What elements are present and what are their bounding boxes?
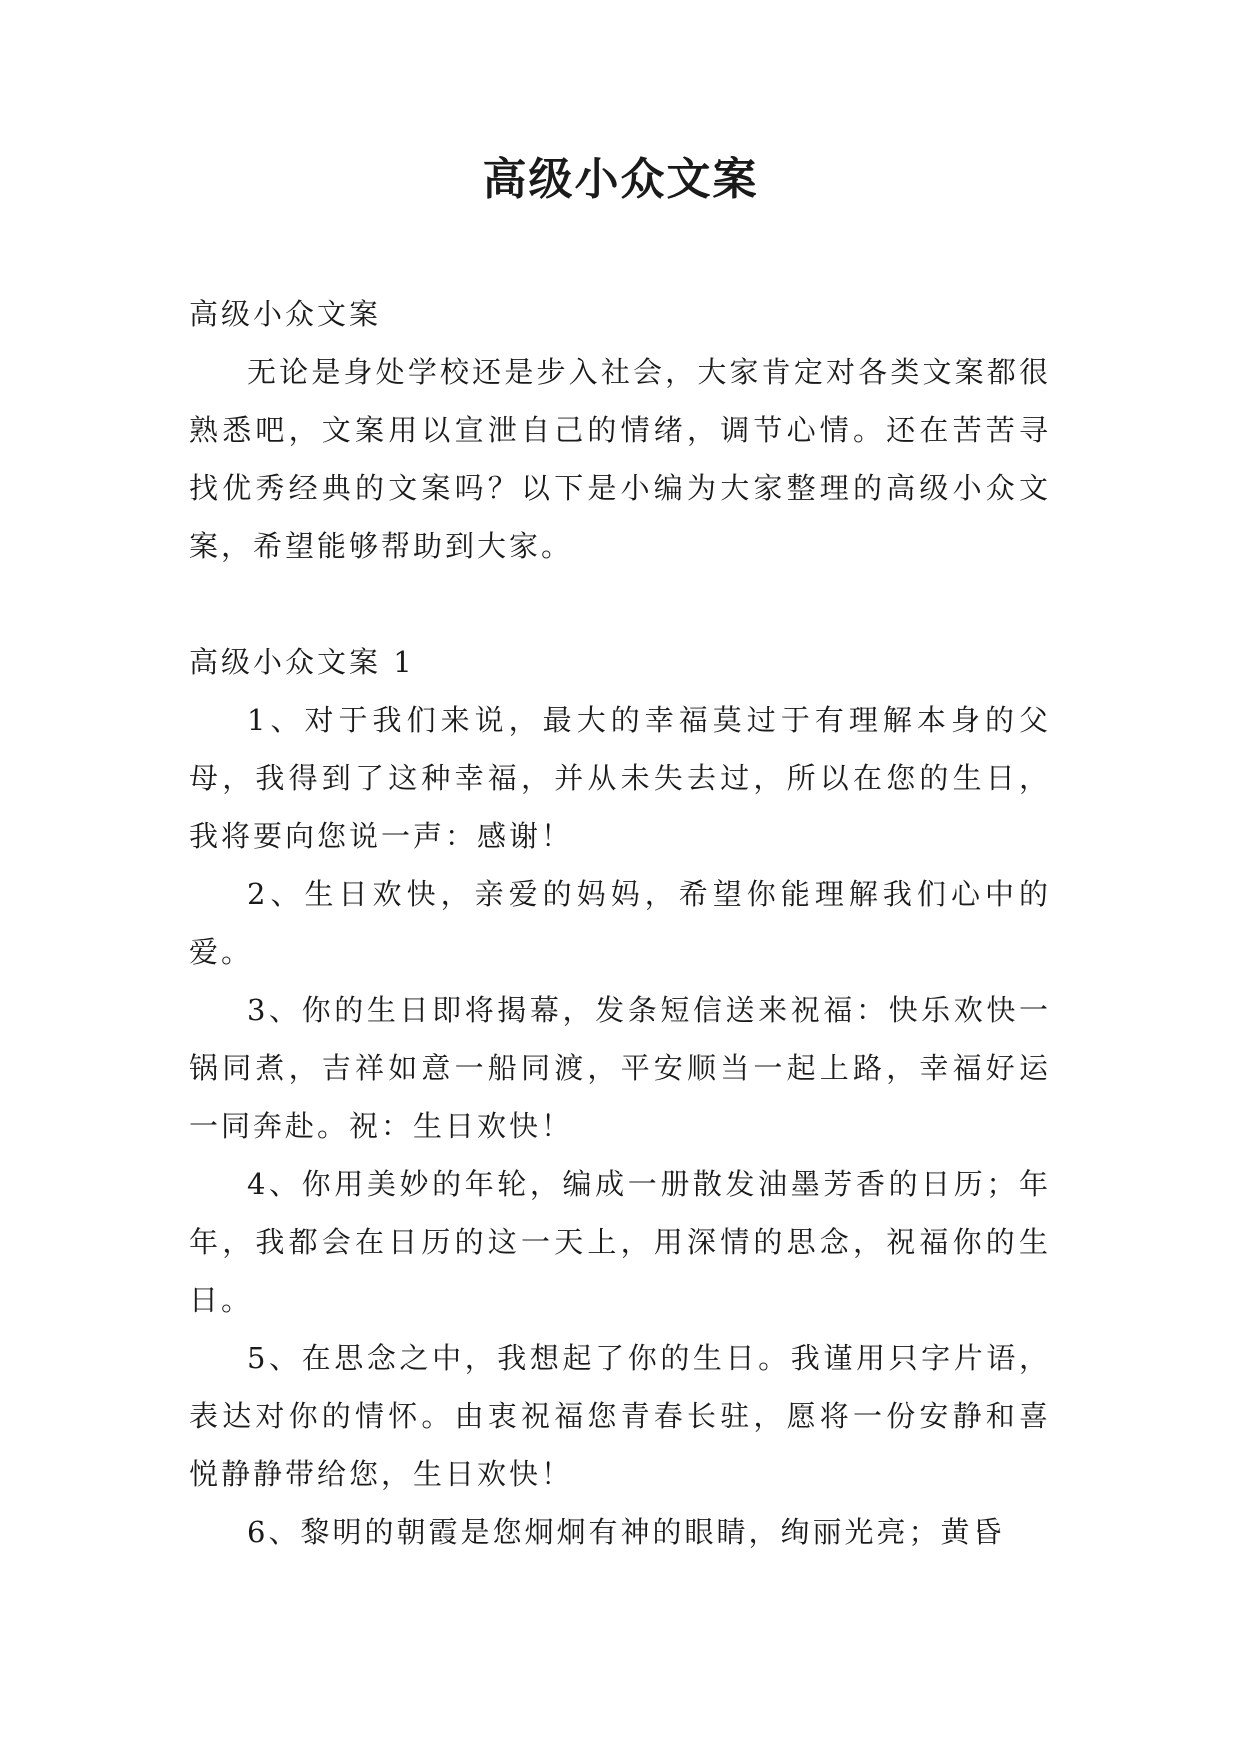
section-heading: 高级小众文案 1 — [189, 645, 415, 679]
list-item: 5、在思念之中，我想起了你的生日。我谨用只字片语，表达对你的情怀。由衷祝福您青春长驻，愿将一份安静和喜悦静静带给您，生日欢快！ — [189, 1341, 1051, 1491]
list-item: 4、你用美妙的年轮，编成一册散发油墨芳香的日历；年年，我都会在日历的这一天上，用深情的思念，祝福你的生日。 — [189, 1167, 1051, 1317]
list-item: 1、对于我们来说，最大的幸福莫过于有理解本身的父母，我得到了这种幸福，并从未失去过，所以在您的生日，我将要向您说一声：感谢！ — [189, 703, 1051, 853]
document-title: 高级小众文案 — [482, 154, 759, 205]
section-spacer — [189, 575, 1051, 633]
list-item: 2、生日欢快，亲爱的妈妈，希望你能理解我们心中的爱。 — [189, 877, 1051, 969]
list-item: 3、你的生日即将揭幕，发条短信送来祝福：快乐欢快一锅同煮，吉祥如意一船同渡，平安顺当一起上路，幸福好运一同奔赴。祝：生日欢快！ — [189, 993, 1051, 1143]
intro-paragraph: 无论是身处学校还是步入社会，大家肯定对各类文案都很熟悉吧，文案用以宣泄自己的情绪，调节心情。还在苦苦寻找优秀经典的文案吗？以下是小编为大家整理的高级小众文案，希望能够帮助到大家。 — [189, 355, 1051, 563]
document-body — [189, 285, 1051, 1561]
intro-heading: 高级小众文案 — [189, 297, 382, 331]
list-item: 6、黎明的朝霞是您炯炯有神的眼睛，绚丽光亮；黄昏 — [247, 1515, 1005, 1549]
